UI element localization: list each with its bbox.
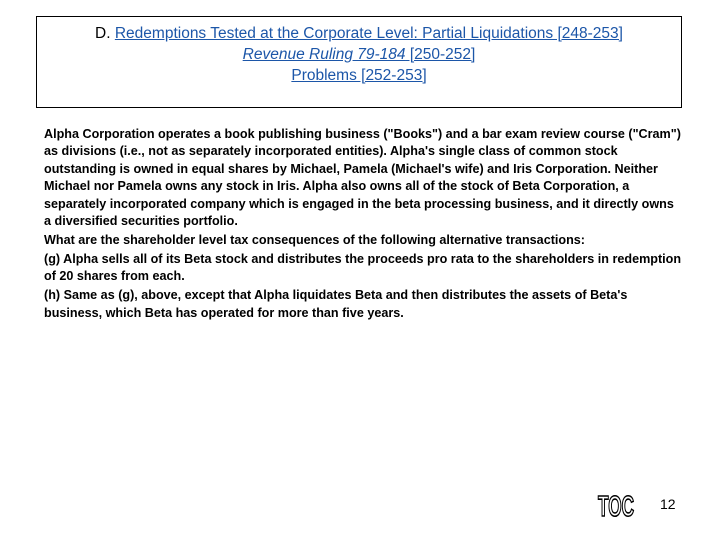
title-link-problems[interactable]: Problems [252-253] <box>291 67 427 84</box>
slide-title-box <box>36 16 682 108</box>
title-line-1 <box>37 23 681 44</box>
section-prefix: D. <box>95 25 115 42</box>
paragraph-question: What are the shareholder level tax consequences of the following alternative transactions: <box>44 233 585 248</box>
page-number: 12 <box>660 496 676 512</box>
title-link-redemptions[interactable]: Redemptions Tested at the Corporate Level: Partial Liquidations [248-253] <box>114 25 623 42</box>
title-line-3 <box>37 65 681 86</box>
toc-button[interactable] <box>597 487 635 521</box>
paragraph-facts: Alpha Corporation operates a book publishing business ("Books") and a bar exam review course ("Cram") as divisions (i.e., not as separately incorporated entities). Alpha's single class of common stock outstanding is owned in equal shares by Michael, Pamela (Michael's wife) and Iris Corporation. Neither Michael nor Pamela owns any stock in Iris. Alpha also owns all of the stock of Beta Corporation, a separately incorporated company which is engaged in the beta processing business, and it directly owns a diversified securities portfolio. <box>44 127 681 229</box>
paragraph-h: (h) Same as (g), above, except that Alpha liquidates Beta and then distributes the assets of Beta's business, which Beta has operated for more than five years. <box>44 288 628 320</box>
toc-label: TOC <box>598 491 635 523</box>
problem-text <box>44 126 684 324</box>
title-link-revenue-ruling-pages[interactable]: [250-252] <box>405 46 476 63</box>
paragraph-g: (g) Alpha sells all of its Beta stock and distributes the proceeds pro rata to the shareholders in redemption of 20 shares from each. <box>44 252 682 284</box>
title-link-revenue-ruling[interactable]: Revenue Ruling 79-184 <box>242 46 406 63</box>
title-line-2 <box>37 44 681 65</box>
